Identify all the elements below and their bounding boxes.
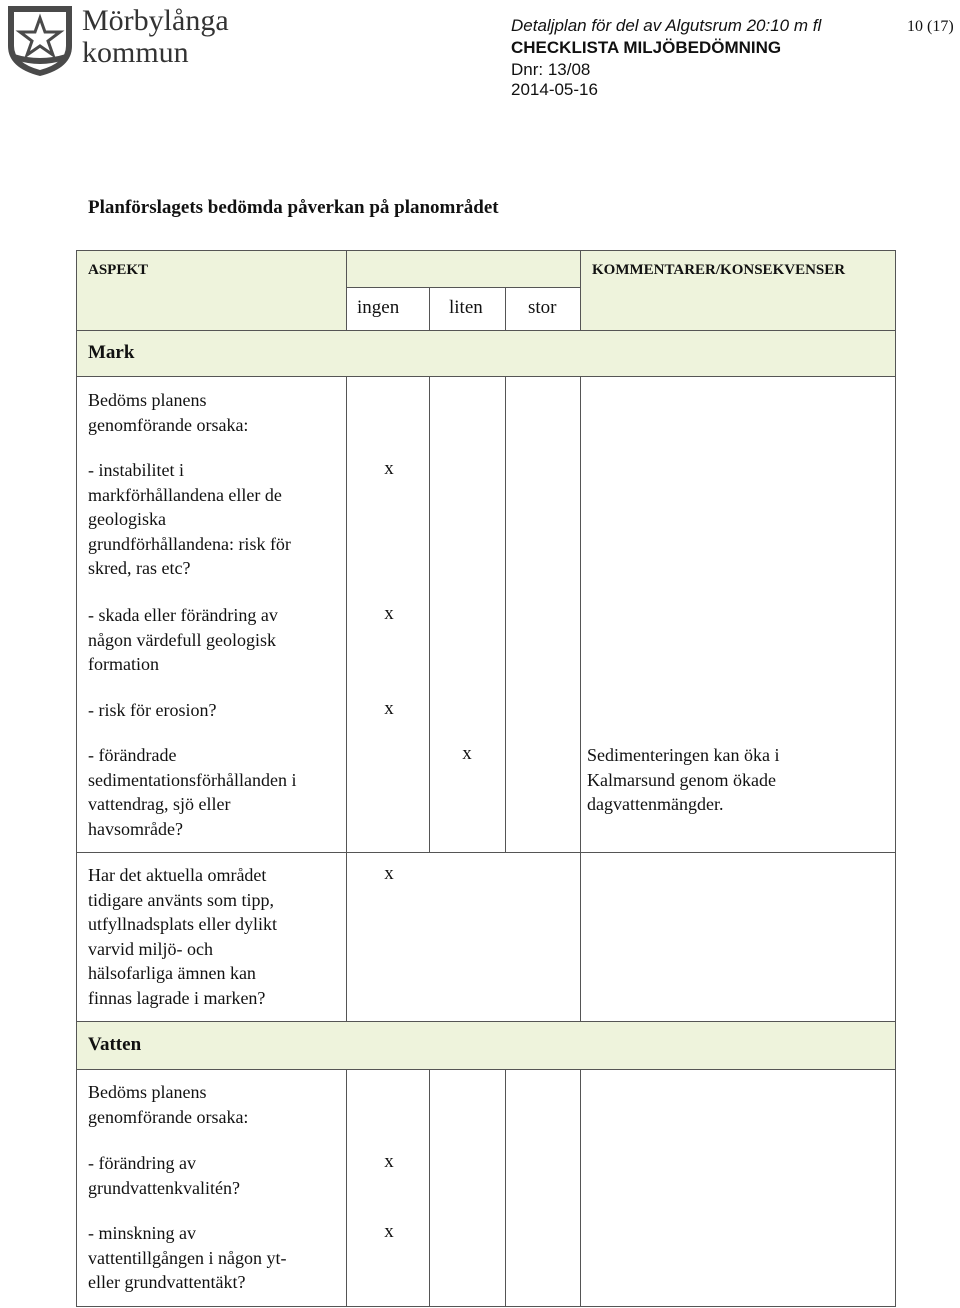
row-text-line: utfyllnadsplats eller dylikt: [88, 914, 277, 935]
comment-line: Kalmarsund genom ökade: [587, 769, 776, 790]
section-row-shading: [76, 1022, 895, 1069]
row-text-line: vattendrag, sjö eller: [88, 794, 231, 815]
row-text-line: sedimentationsförhållanden i: [88, 769, 297, 790]
table-border: [429, 1069, 430, 1307]
impact-column-stor: stor: [528, 297, 557, 318]
impact-mark: x: [384, 603, 394, 624]
document-title: Detaljplan för del av Algutsrum 20:10 m fl: [511, 16, 822, 35]
table-row: [88, 1080, 248, 1129]
table-border: [76, 1306, 896, 1307]
row-text-line: - förändrade: [88, 745, 177, 765]
row-text-line: genomförande orsaka:: [88, 1106, 249, 1127]
row-text-line: geologiska: [88, 509, 166, 530]
row-text-line: någon värdefull geologisk: [88, 629, 276, 650]
table-border: [76, 250, 77, 1307]
row-text-line: Har det aktuella området: [88, 865, 267, 885]
table-row: [88, 603, 278, 677]
impact-column-liten: liten: [449, 297, 483, 318]
table-border: [505, 287, 506, 331]
document-dnr: Dnr: 13/08: [511, 60, 591, 79]
table-border: [76, 330, 896, 331]
row-text-line: havsområde?: [88, 818, 183, 839]
row-text-line: eller grundvattentäkt?: [88, 1272, 246, 1293]
row-text-line: skred, ras etc?: [88, 558, 191, 579]
municipality-name-line2: kommun: [82, 36, 189, 69]
row-text-line: markförhållandena eller de: [88, 484, 282, 505]
table-border: [346, 287, 581, 288]
impact-column-ingen: ingen: [357, 297, 400, 318]
coat-of-arms-icon: [4, 2, 76, 78]
row-text-line: - minskning av: [88, 1223, 196, 1243]
table-row: [88, 388, 248, 437]
municipality-logo: [4, 2, 254, 78]
row-comment: [587, 743, 779, 817]
row-text-line: tidigare använts som tipp,: [88, 889, 274, 910]
row-text-line: Bedöms planens: [88, 390, 207, 410]
row-text-line: Bedöms planens: [88, 1082, 207, 1102]
aspect-header: ASPEKT: [88, 262, 149, 278]
table-border: [346, 1069, 347, 1307]
table-row: [88, 458, 291, 581]
row-text-line: - förändring av: [88, 1153, 196, 1173]
page-number: 10 (17): [907, 18, 954, 35]
row-text-line: - instabilitet i: [88, 460, 184, 480]
table-row: [88, 1151, 240, 1200]
row-text-line: finnas lagrade i marken?: [88, 987, 266, 1008]
table-border: [76, 1069, 896, 1070]
document-date: 2014-05-16: [511, 80, 598, 99]
table-border: [429, 376, 430, 853]
document-subtitle: CHECKLISTA MILJÖBEDÖMNING: [511, 38, 782, 57]
row-text-line: varvid miljö- och: [88, 938, 213, 959]
row-text-line: grundvattenkvalitén?: [88, 1177, 240, 1198]
table-border: [346, 250, 347, 331]
table-row: [88, 698, 216, 723]
municipality-name-line1: Mörbylånga: [82, 4, 229, 37]
table-row: [88, 1221, 286, 1295]
impact-mark: x: [384, 1221, 394, 1242]
row-text-line: vattentillgången i någon yt-: [88, 1247, 287, 1268]
table-border: [580, 250, 581, 331]
table-border: [76, 1021, 896, 1022]
section-title-mark: Mark: [88, 342, 135, 363]
impact-mark: x: [384, 698, 394, 719]
table-border: [895, 250, 896, 1307]
section-row-shading: [76, 331, 895, 376]
comments-header: KOMMENTARER/KONSEKVENSER: [592, 262, 846, 278]
row-text-line: - risk för erosion?: [88, 700, 217, 720]
row-text-line: hälsofarliga ämnen kan: [88, 963, 256, 984]
impact-mark: x: [384, 863, 394, 884]
row-text-line: grundförhållandena: risk för: [88, 533, 291, 554]
table-border: [505, 376, 506, 853]
row-text-line: - skada eller förändring av: [88, 605, 278, 625]
section-heading: Planförslagets bedömda påverkan på planområdet: [88, 197, 499, 218]
table-border: [76, 376, 896, 377]
table-row: [88, 863, 277, 1011]
table-border: [76, 852, 896, 853]
table-border: [580, 1069, 581, 1307]
table-border: [505, 1069, 506, 1307]
table-border: [346, 376, 347, 1022]
table-border: [580, 376, 581, 1022]
comment-line: dagvattenmängder.: [587, 794, 724, 815]
table-border: [429, 287, 430, 331]
row-text-line: genomförande orsaka:: [88, 414, 249, 435]
table-row: [88, 743, 296, 841]
impact-mark: x: [384, 458, 394, 479]
impact-mark: x: [384, 1151, 394, 1172]
row-text-line: formation: [88, 654, 159, 675]
table-border: [76, 250, 896, 251]
section-title-vatten: Vatten: [88, 1034, 142, 1055]
impact-mark: x: [462, 743, 472, 764]
comment-line: Sedimenteringen kan öka i: [587, 745, 780, 765]
